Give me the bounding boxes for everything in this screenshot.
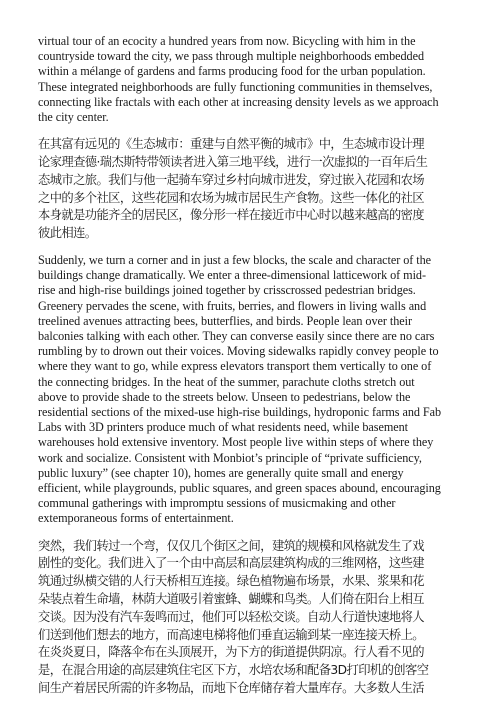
- paragraph-gap: [38, 527, 471, 538]
- paragraph-english-2: Suddenly, we turn a corner and in just a few blocks, the scale and character of the buildings change dramatically. We enter a three-dimensional latticework of mid- rise and high-rise buildings joined together by crisscrossed pedestrian bridges. Greenery pervades the scene, with fruits, berries, and flowers in living walls and treelined avenues attracting bees, butterflies, and birds. People lean over their balconies talking with each other. They can converse easily since there are no cars rumbling by to drown out their voices. Moving sidewalks rapidly convey people to where they want to go, while express elevators transport them vertically to one of the connecting bridges. In the heat of the summer, parachute cloths stretch out above to provide shade to the streets below. Unseen to pedestrians, below the residential sections of the mixed-use high-rise buildings, hydroponic farms and Fab Labs with 3D printers produce much of what residents need, while basement warehouses hold extensive inventory. Most people live within steps of where they work and socialize. Consistent with Monbiot’s principle of “private sufficiency, public luxury” (see chapter 10), homes are generally quite small and energy efficient, while playgrounds, public squares, and green spaces abound, encouraging communal gatherings with impromptu sessions of musicmaking and other extemporaneous forms of entertainment.: [38, 253, 442, 526]
- document-page: [38, 34, 471, 698]
- paragraph-chinese-2: 突然，我们转过一个弯，仅仅几个街区之间，建筑的规模和风格就发生了戏 剧性的变化。我们进入了一个由中高层和高层建筑构成的三维网格，这些建 筑通过纵横交错的人行天桥相互连接。绿色植物遍布场景，水果、浆果和花 朵装点着生命墙，林荫大道吸引着蜜蜂、蝴蝶和鸟类。人们倚在阳台上相互 交谈。因为没有汽车轰鸣而过，他们可以轻松交谈。自动人行道快速地将人 们送到他们想去的地方，而高速电梯将他们垂直运输到某一座连接天桥上。 在炎炎夏日，降落伞布在头顶展开，为下方的街道提供阴凉。行人看不见的 是，在混合用途的高层建筑住宅区下方，水培农场和配备3D打印机的创客空 间生产着居民所需的许多物品，而地下仓库储存着大量库存。大多数人生活: [38, 538, 429, 696]
- paragraph-gap: [38, 125, 471, 136]
- paragraph-english-1: virtual tour of an ecocity a hundred years from now. Bicycling with him in the countryside toward the city, we pass through multiple neighborhoods embedded within a mélange of gardens and farms producing food for the urban population. These integrated neighborhoods are fully functioning communities in themselves, connecting like fractals with each other at increasing density levels as we approach the city center.: [38, 34, 439, 125]
- paragraph-chinese-1: 在其富有远见的《生态城市：重建与自然平衡的城市》中，生态城市设计理 论家理查德·瑞杰斯特带领读者进入第三地平线，进行一次虚拟的一百年后生 态城市之旅。我们与他一起骑车穿过乡村向城市进发，穿过嵌入花园和农场 之中的多个社区，这些花园和农场为城市居民生产食物。这些一体化的社区 本身就是功能齐全的居民区，像分形一样在接近市中心时以越来越高的密度 彼此相连。: [38, 137, 428, 241]
- paragraph-gap: [38, 243, 471, 253]
